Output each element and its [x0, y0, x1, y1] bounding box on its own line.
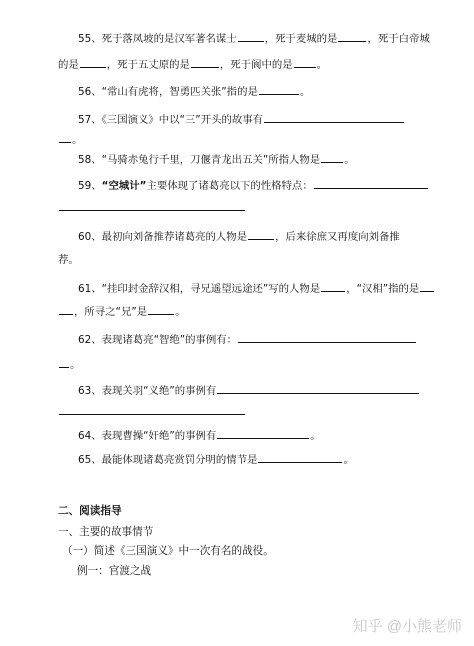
q55-text-a: 55、死于落凤坡的是汉军著名谋士 [78, 33, 237, 45]
q56-end: 。 [299, 86, 311, 98]
blank [217, 428, 309, 439]
blank [59, 132, 71, 143]
question-59-line1 [78, 178, 429, 193]
question-62-line2 [58, 357, 80, 372]
q65-text: 65、最能体现诸葛亮赏罚分明的情节是 [78, 454, 258, 466]
q58-text: 58、“马骑赤兔行千里，刀偃青龙出五关”所指人物是 [78, 154, 321, 166]
blank [148, 304, 174, 315]
question-61-line2 [58, 304, 186, 319]
question-60-line1 [78, 229, 400, 244]
q64-end: 。 [310, 430, 321, 442]
blank [314, 178, 428, 189]
q58-end: 。 [344, 154, 355, 166]
blank [321, 281, 345, 292]
blank [258, 452, 342, 463]
q63-text: 63、表现关羽“义绝”的事例有 [78, 385, 217, 397]
blank [80, 57, 106, 68]
q55-text-d: 的是 [58, 59, 79, 71]
question-57-line2 [58, 132, 82, 147]
q61-text-d: 。 [175, 306, 186, 318]
blank [321, 152, 343, 163]
section-title: 二、阅读指导 [58, 505, 122, 517]
question-65 [78, 452, 354, 467]
q57-text: 57、《三国演义》中以“三”开头的故事有 [78, 114, 264, 126]
q62-text: 62、表现诸葛亮“智绝”的事例有： [78, 334, 238, 346]
question-57-line1 [78, 112, 405, 127]
q55-text-g: 。 [316, 59, 328, 71]
q59-number: 59、 [78, 180, 102, 192]
blank [217, 383, 419, 394]
blank [238, 332, 416, 343]
q64-text: 64、表现曹操“奸绝”的事例有 [78, 430, 217, 442]
q60-text-a: 60、最初向刘备推荐诸葛亮的人物是 [78, 231, 248, 243]
q59-keyword: “空城计” [101, 180, 147, 192]
blank [59, 404, 245, 415]
q56-text: 56、“常山有虎将，智勇匹关张”指的是 [78, 86, 258, 98]
question-55-line2 [58, 57, 327, 72]
q61-text-c: ，所寻之“兄”是 [74, 306, 148, 318]
question-63-line1 [78, 383, 420, 398]
subsection-title: 一、主要的故事情节 [58, 526, 154, 538]
blank [59, 200, 245, 211]
question-60-line2 [58, 253, 79, 267]
q60-text-b: ，后来徐庶又再度向刘备推 [275, 231, 400, 243]
question-63-line2 [58, 404, 246, 419]
q55-text-e: ，死于五丈原的是 [106, 59, 190, 71]
example-heading: 例一：官渡之战 [77, 565, 152, 577]
q59-text: 主要体现了诸葛亮以下的性格特点： [146, 180, 313, 192]
blank [238, 31, 264, 42]
blank [191, 57, 219, 68]
blank [420, 281, 434, 292]
question-55-line1 [78, 31, 430, 46]
question-58 [78, 152, 355, 167]
question-61-line1 [78, 281, 435, 296]
question-56 [78, 84, 310, 99]
blank [338, 31, 366, 42]
blank [264, 112, 404, 123]
q62-end: 。 [70, 359, 81, 371]
q55-text-f: ，死于阆中的是 [219, 59, 293, 71]
subsection-question: （一）简述《三国演义》中一次有名的战役。 [62, 545, 274, 557]
question-62-line1 [78, 332, 417, 347]
question-59-line2 [58, 200, 246, 215]
q61-text-b: ，“汉相”指的是 [346, 283, 420, 295]
q61-text-a: 61、“挂印封金辞汉相，寻兄遥望远途还”写的人物是 [78, 283, 321, 295]
question-64 [78, 428, 321, 443]
q60-text-c: 荐。 [58, 254, 79, 266]
blank [59, 304, 73, 315]
blank [248, 229, 274, 240]
q57-end: 。 [72, 134, 83, 146]
q55-text-b: ，死于麦城的是 [264, 33, 338, 45]
q65-end: 。 [343, 454, 354, 466]
q55-text-c: ，死于白帝城 [367, 33, 430, 45]
blank [259, 84, 299, 95]
watermark: 知乎 @小熊老师 [352, 618, 462, 635]
blank [294, 57, 316, 68]
blank [59, 357, 69, 368]
